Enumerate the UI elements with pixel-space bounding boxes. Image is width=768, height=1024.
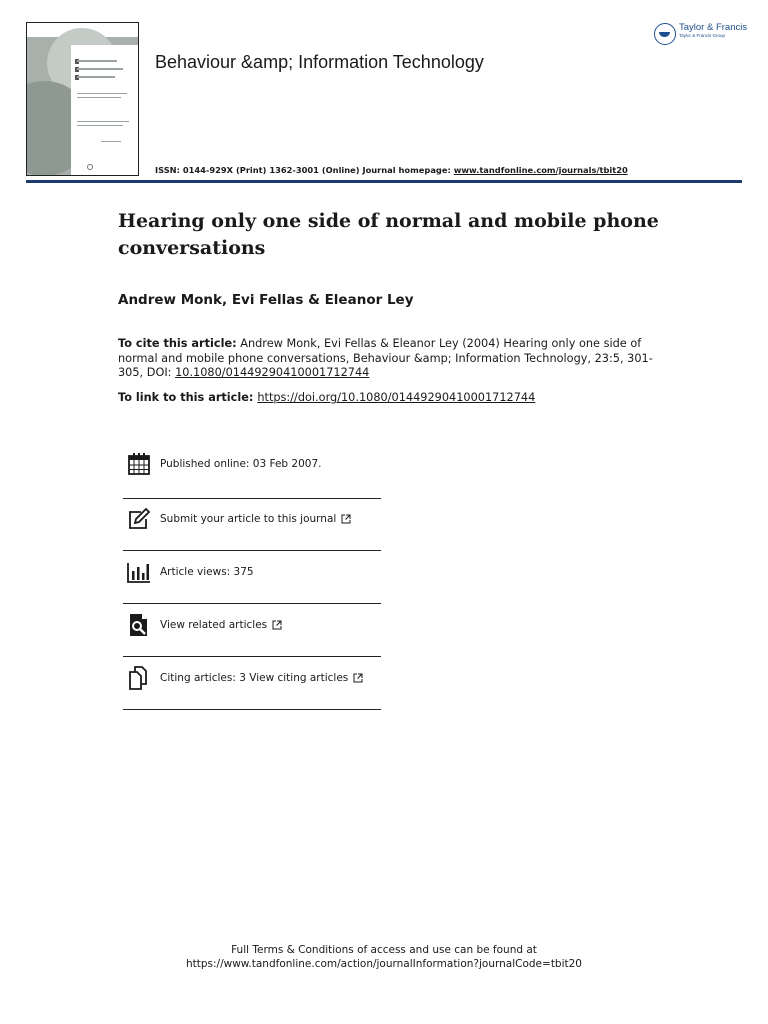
issn-text: ISSN: 0144-929X (Print) 1362-3001 (Online) Journal homepage: [155,165,454,175]
cite-text: Andrew Monk, Evi Fellas & Eleanor Ley (2004) Hearing only one side of normal and mobile phone conversations, Behaviour &amp; Information Technology, 23:5, 301-305, DOI: [118,337,653,379]
external-link-icon [341,514,351,524]
citation-block [118,337,658,381]
cite-label: To cite this article: [118,337,237,350]
meta-citing[interactable] [123,666,381,706]
terms-line: Full Terms & Conditions of access and use can be found at [231,944,537,956]
article-title: Hearing only one side of normal and mobile phone conversations [118,210,659,259]
publisher-logo [654,22,747,45]
article-views: Article views: 375 [160,566,254,578]
meta-divider [123,656,381,657]
meta-related[interactable] [123,613,381,653]
terms-url[interactable]: https://www.tandfonline.com/action/journalInformation?journalCode=tbit20 [185,958,582,970]
journal-homepage-link[interactable]: www.tandfonline.com/journals/tbit20 [453,165,628,175]
meta-divider [123,603,381,604]
terms-footer [0,943,768,971]
journal-cover-image [26,22,139,176]
cite-doi-link[interactable]: 10.1080/01449290410001712744 [175,366,370,379]
article-link-line [118,391,535,406]
submit-article-link[interactable]: Submit your article to this journal [160,513,351,525]
meta-divider [123,709,381,710]
external-link-icon [353,673,363,683]
meta-views [123,560,381,600]
meta-divider [123,550,381,551]
edit-icon [127,507,151,531]
related-articles-link[interactable]: View related articles [160,619,282,631]
issn-line [155,165,628,175]
journal-title: Behaviour &amp; Information Technology [155,52,484,72]
publisher-group: Taylor & Francis Group [679,33,726,38]
calendar-icon [127,452,151,476]
publisher-name: Taylor & Francis [679,22,748,33]
external-link-icon [272,620,282,630]
header-divider [26,180,742,183]
article-authors: Andrew Monk, Evi Fellas & Eleanor Ley [118,292,414,308]
search-document-icon [127,613,151,637]
link-label: To link to this article: [118,391,258,404]
meta-submit[interactable] [123,507,381,547]
article-doi-url[interactable]: https://doi.org/10.1080/01449290410001712744 [257,391,536,404]
taylor-francis-logo-icon [654,23,676,45]
meta-divider [123,498,381,499]
meta-published [123,452,381,492]
published-date: Published online: 03 Feb 2007. [160,458,322,470]
bar-chart-icon [127,560,151,584]
copy-documents-icon [127,666,151,690]
citing-articles-link[interactable]: Citing articles: 3 View citing articles [160,672,363,684]
